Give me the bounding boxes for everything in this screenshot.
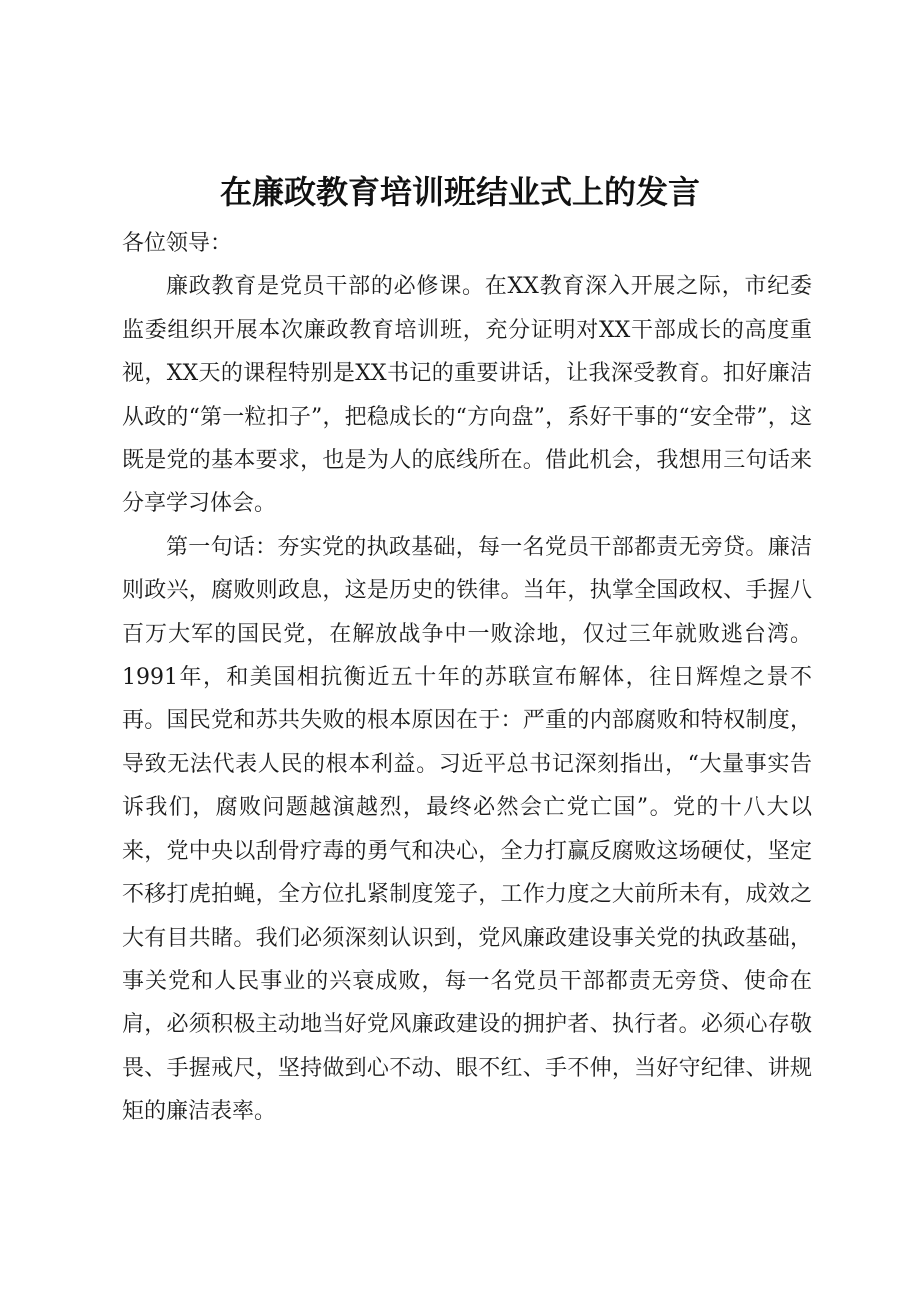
paragraph-intro: 廉政教育是党员干部的必修课。在XX教育深入开展之际，市纪委监委组织开展本次廉政教育培训班，充分证明对XX干部成长的高度重视，XX天的课程特别是XX书记的重要讲话，让我深受教育。扣好廉洁从政的“第一粒扣子”，把稳成长的“方向盘”，系好干事的“安全带”，这既是党的基本要求，也是为人的底线所在。借此机会，我想用三句话来分享学习体会。	[122, 274, 812, 517]
document-body	[122, 222, 812, 1134]
paragraph-first-point: 第一句话：夯实党的执政基础，每一名党员干部都责无旁贷。廉洁则政兴，腐败则政息，这是历史的铁律。当年，执掌全国政权、手握八百万大军的国民党，在解放战争中一败涂地，仅过三年就败逃台湾。1991年，和美国相抗衡近五十年的苏联宣布解体，往日辉煌之景不再。国民党和苏共失败的根本原因在于：严重的内部腐败和特权制度，导致无法代表人民的根本利益。习近平总书记深刻指出，“大量事实告诉我们，腐败问题越演越烈，最终必然会亡党亡国”。党的十八大以来，党中央以刮骨疗毒的勇气和决心，全力打赢反腐败这场硬仗，坚定不移打虎拍蝇，全方位扎紧制度笼子，工作力度之大前所未有，成效之大有目共睹。我们必须深刻认识到，党风廉政建设事关党的执政基础，事关党和人民事业的兴衰成败，每一名党员干部都责无旁贷、使命在肩，必须积极主动地当好党风廉政建设的拥护者、执行者。必须心存敬畏、手握戒尺，坚持做到心不动、眼不红、手不伸，当好守纪律、讲规矩的廉洁表率。	[122, 534, 812, 1125]
salutation: 各位领导：	[122, 231, 233, 256]
document-title: 在廉政教育培训班结业式上的发言	[219, 173, 700, 211]
